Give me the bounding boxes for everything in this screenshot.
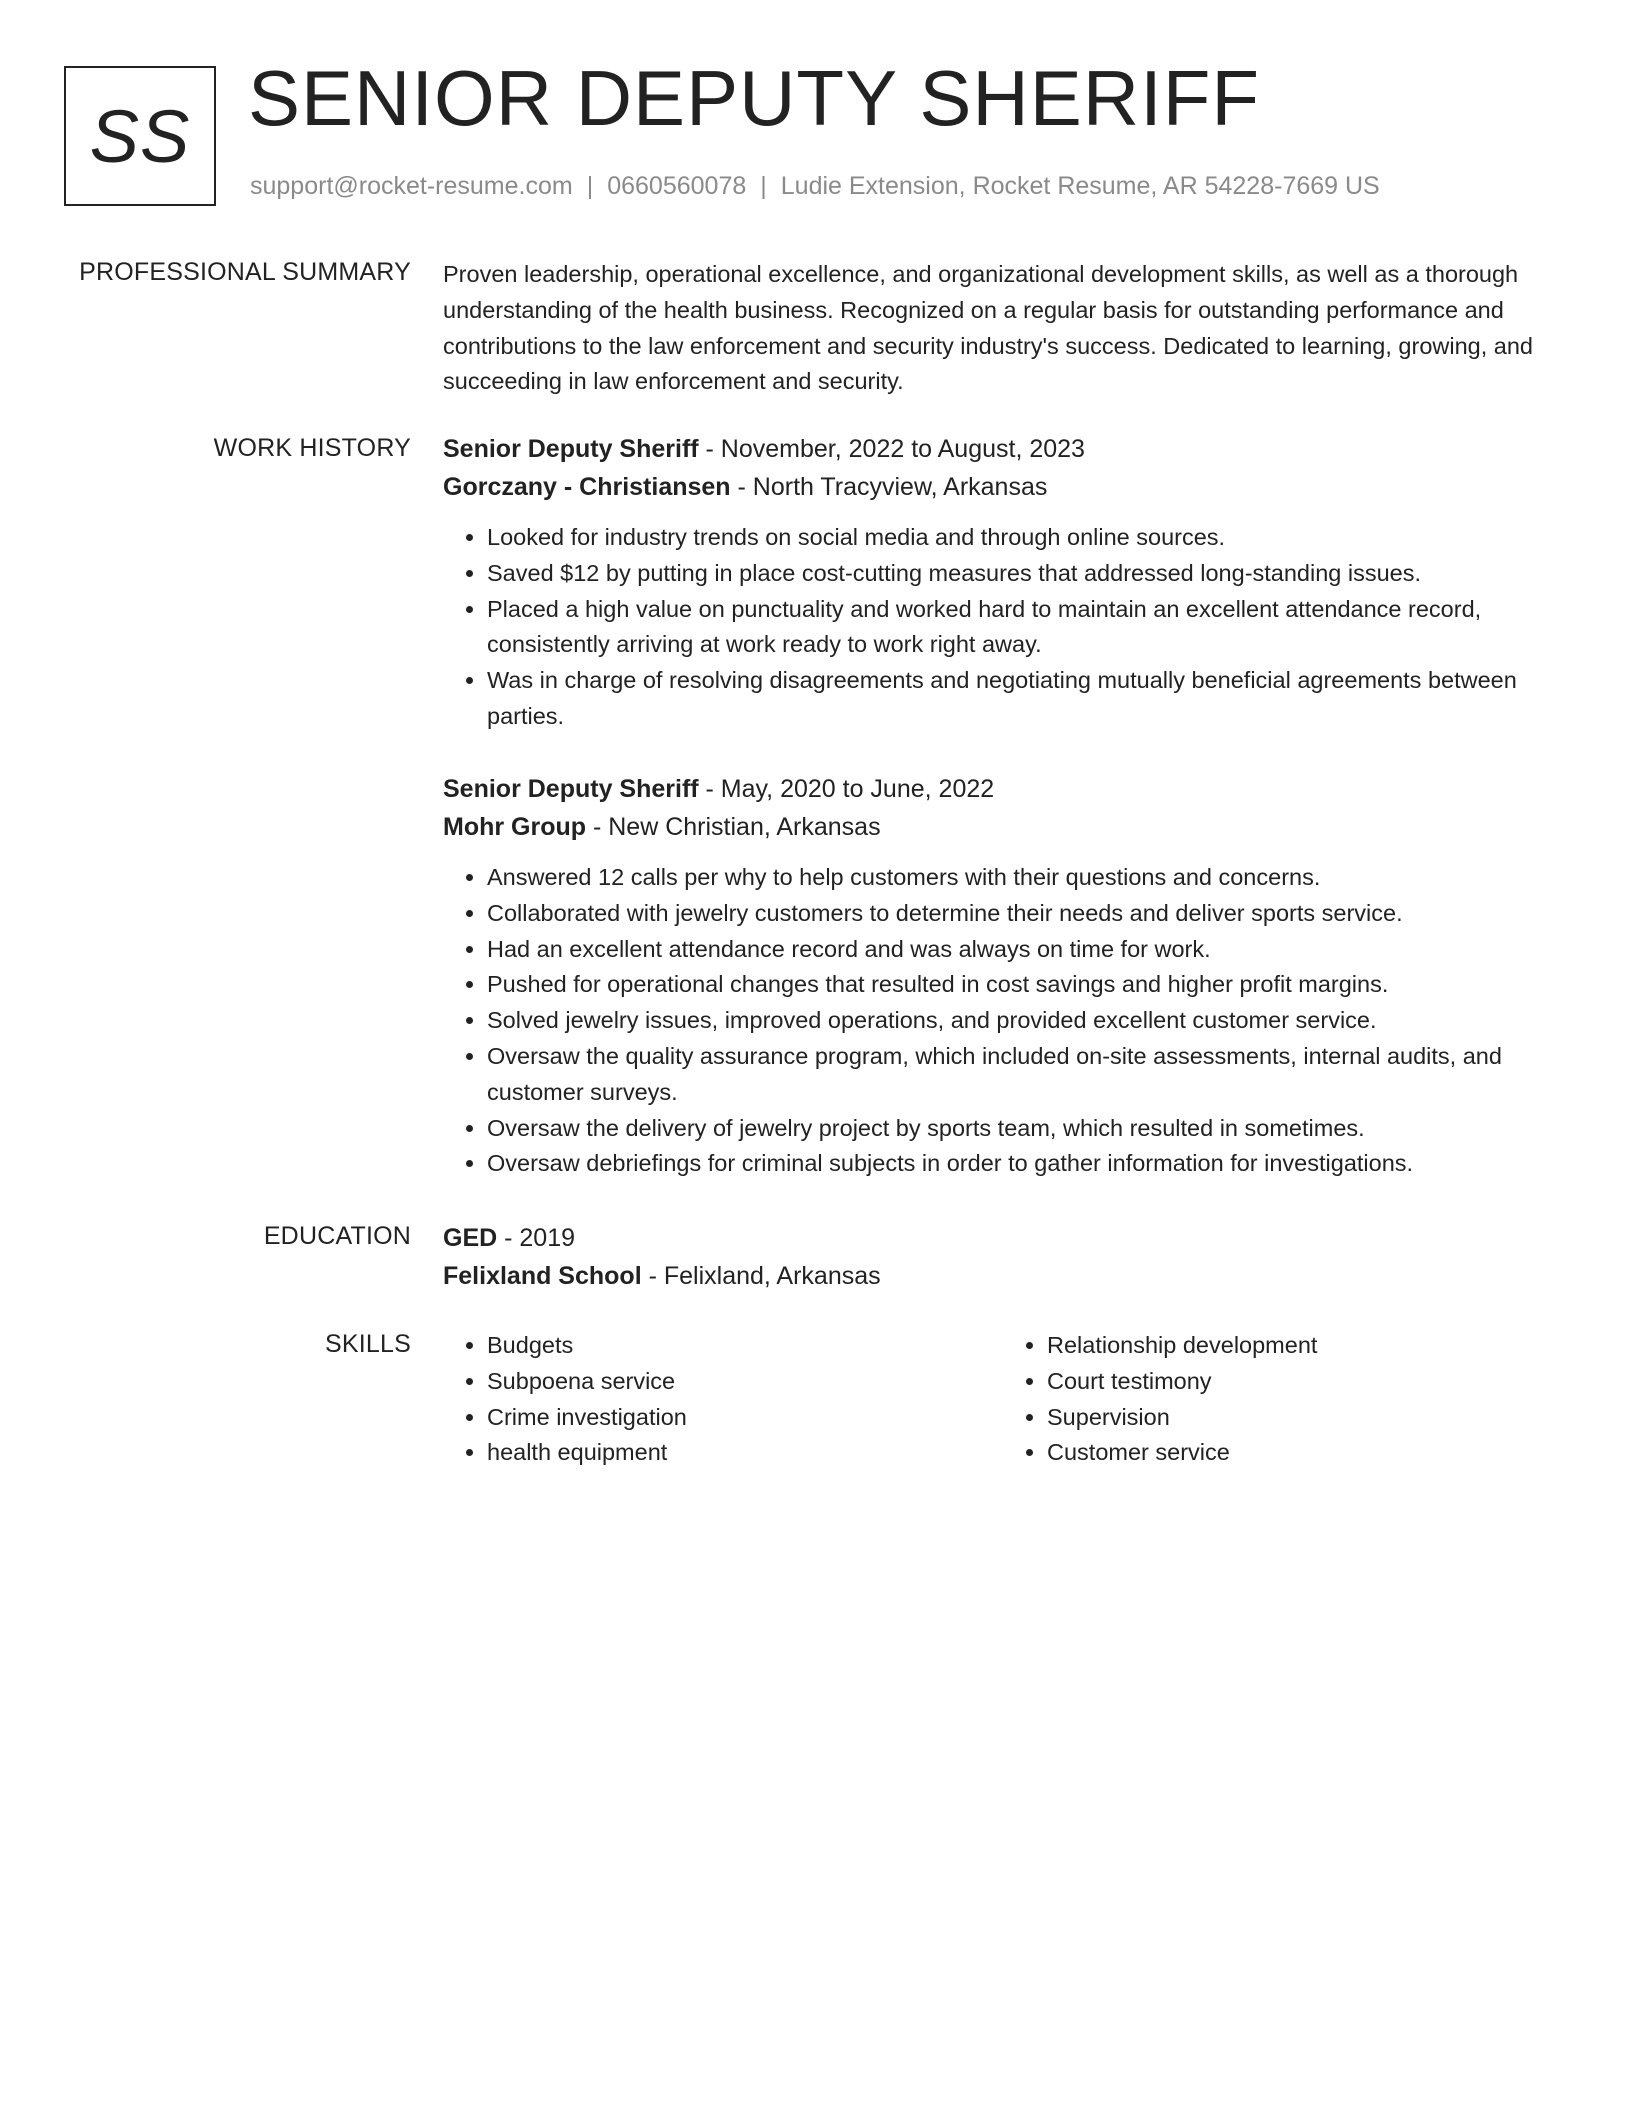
skill-item: • Budgets xyxy=(487,1328,1003,1364)
contact-line xyxy=(250,172,1380,201)
education-location: - Felixland, Arkansas xyxy=(641,1261,881,1290)
skills-list-left xyxy=(443,1328,1003,1471)
job-company: Gorczany - Christiansen xyxy=(443,472,731,501)
contact-address: Ludie Extension, Rocket Resume, AR 54228-7669 US xyxy=(780,172,1380,200)
job-dates: - May, 2020 to June, 2022 xyxy=(698,775,995,803)
list-item: • Saved $12 by putting in place cost-cutting measures that addressed long-standing issues. xyxy=(487,556,1563,592)
skills-list-right xyxy=(1003,1328,1563,1471)
contact-separator: | xyxy=(586,172,594,200)
list-item: • Solved jewelry issues, improved operations, and provided excellent customer service. xyxy=(487,1003,1563,1039)
skill-item: • health equipment xyxy=(487,1435,1003,1471)
contact-separator: | xyxy=(760,172,767,200)
skills-columns xyxy=(443,1328,1563,1471)
job-dates: - November, 2022 to August, 2023 xyxy=(698,435,1085,463)
job-bullet-list xyxy=(443,520,1563,735)
education-school: Felixland School xyxy=(443,1261,642,1290)
list-item: • Pushed for operational changes that resulted in cost savings and higher profit margins. xyxy=(487,967,1563,1003)
section-label-education: EDUCATION xyxy=(263,1222,411,1250)
list-item: • Oversaw the quality assurance program, which included on-site assessments, internal audits, and customer surveys. xyxy=(487,1039,1563,1111)
section-label-skills: SKILLS xyxy=(325,1330,411,1358)
summary-section xyxy=(443,257,1563,400)
skill-item: • Crime investigation xyxy=(487,1400,1003,1436)
summary-text: Proven leadership, operational excellence, and organizational development skills, as well as a thorough understanding of the health business. Recognized on a regular basis for outstanding performance and contributions to the law enforcement and security industry's success. Dedicated to learning, growing, and succeeding in law enforcement and security. xyxy=(443,261,1533,395)
list-item: • Was in charge of resolving disagreements and negotiating mutually beneficial agreements between parties. xyxy=(487,663,1563,735)
job-bullet-list xyxy=(443,860,1563,1182)
monogram-logo: SS xyxy=(64,66,216,206)
skills-section xyxy=(443,1328,1563,1471)
job-company: Mohr Group xyxy=(443,812,587,841)
contact-phone: 0660560078 xyxy=(607,172,747,200)
job-location: - North Tracyview, Arkansas xyxy=(730,472,1048,501)
education-year: - 2019 xyxy=(497,1224,576,1252)
job-company-line xyxy=(443,469,1563,507)
job-title-line xyxy=(443,431,1563,469)
list-item: • Had an excellent attendance record and was always on time for work. xyxy=(487,932,1563,968)
skill-item: • Subpoena service xyxy=(487,1364,1003,1400)
skill-item: • Relationship development xyxy=(1047,1328,1563,1364)
education-degree: GED xyxy=(443,1224,498,1252)
job-company-line xyxy=(443,809,1563,847)
education-school-line xyxy=(443,1258,1563,1296)
skill-item: • Supervision xyxy=(1047,1400,1563,1436)
list-item: • Oversaw the delivery of jewelry project by sports team, which resulted in sometimes. xyxy=(487,1111,1563,1147)
section-label-work-history: WORK HISTORY xyxy=(213,434,411,462)
job-title-line xyxy=(443,771,1563,809)
job-entry xyxy=(443,431,1563,735)
job-title: Senior Deputy Sheriff xyxy=(443,775,699,803)
skill-item: • Customer service xyxy=(1047,1435,1563,1471)
education-degree-line xyxy=(443,1220,1563,1258)
section-label-summary: PROFESSIONAL SUMMARY xyxy=(79,258,411,286)
list-item: • Collaborated with jewelry customers to determine their needs and deliver sports service. xyxy=(487,896,1563,932)
contact-email: support@rocket-resume.com xyxy=(250,172,573,200)
list-item: • Answered 12 calls per why to help customers with their questions and concerns. xyxy=(487,860,1563,896)
job-title: Senior Deputy Sheriff xyxy=(443,435,699,463)
list-item: • Placed a high value on punctuality and worked hard to maintain an excellent attendance record, consistently arriving at work ready to work right away. xyxy=(487,592,1563,664)
education-entry xyxy=(443,1220,1563,1295)
job-entry xyxy=(443,771,1563,1182)
job-location: - New Christian, Arkansas xyxy=(586,812,881,841)
list-item: • Looked for industry trends on social media and through online sources. xyxy=(487,520,1563,556)
skill-item: • Court testimony xyxy=(1047,1364,1563,1400)
page-title: SENIOR DEPUTY SHERIFF xyxy=(248,54,1261,142)
list-item: • Oversaw debriefings for criminal subjects in order to gather information for investigations. xyxy=(487,1146,1563,1182)
